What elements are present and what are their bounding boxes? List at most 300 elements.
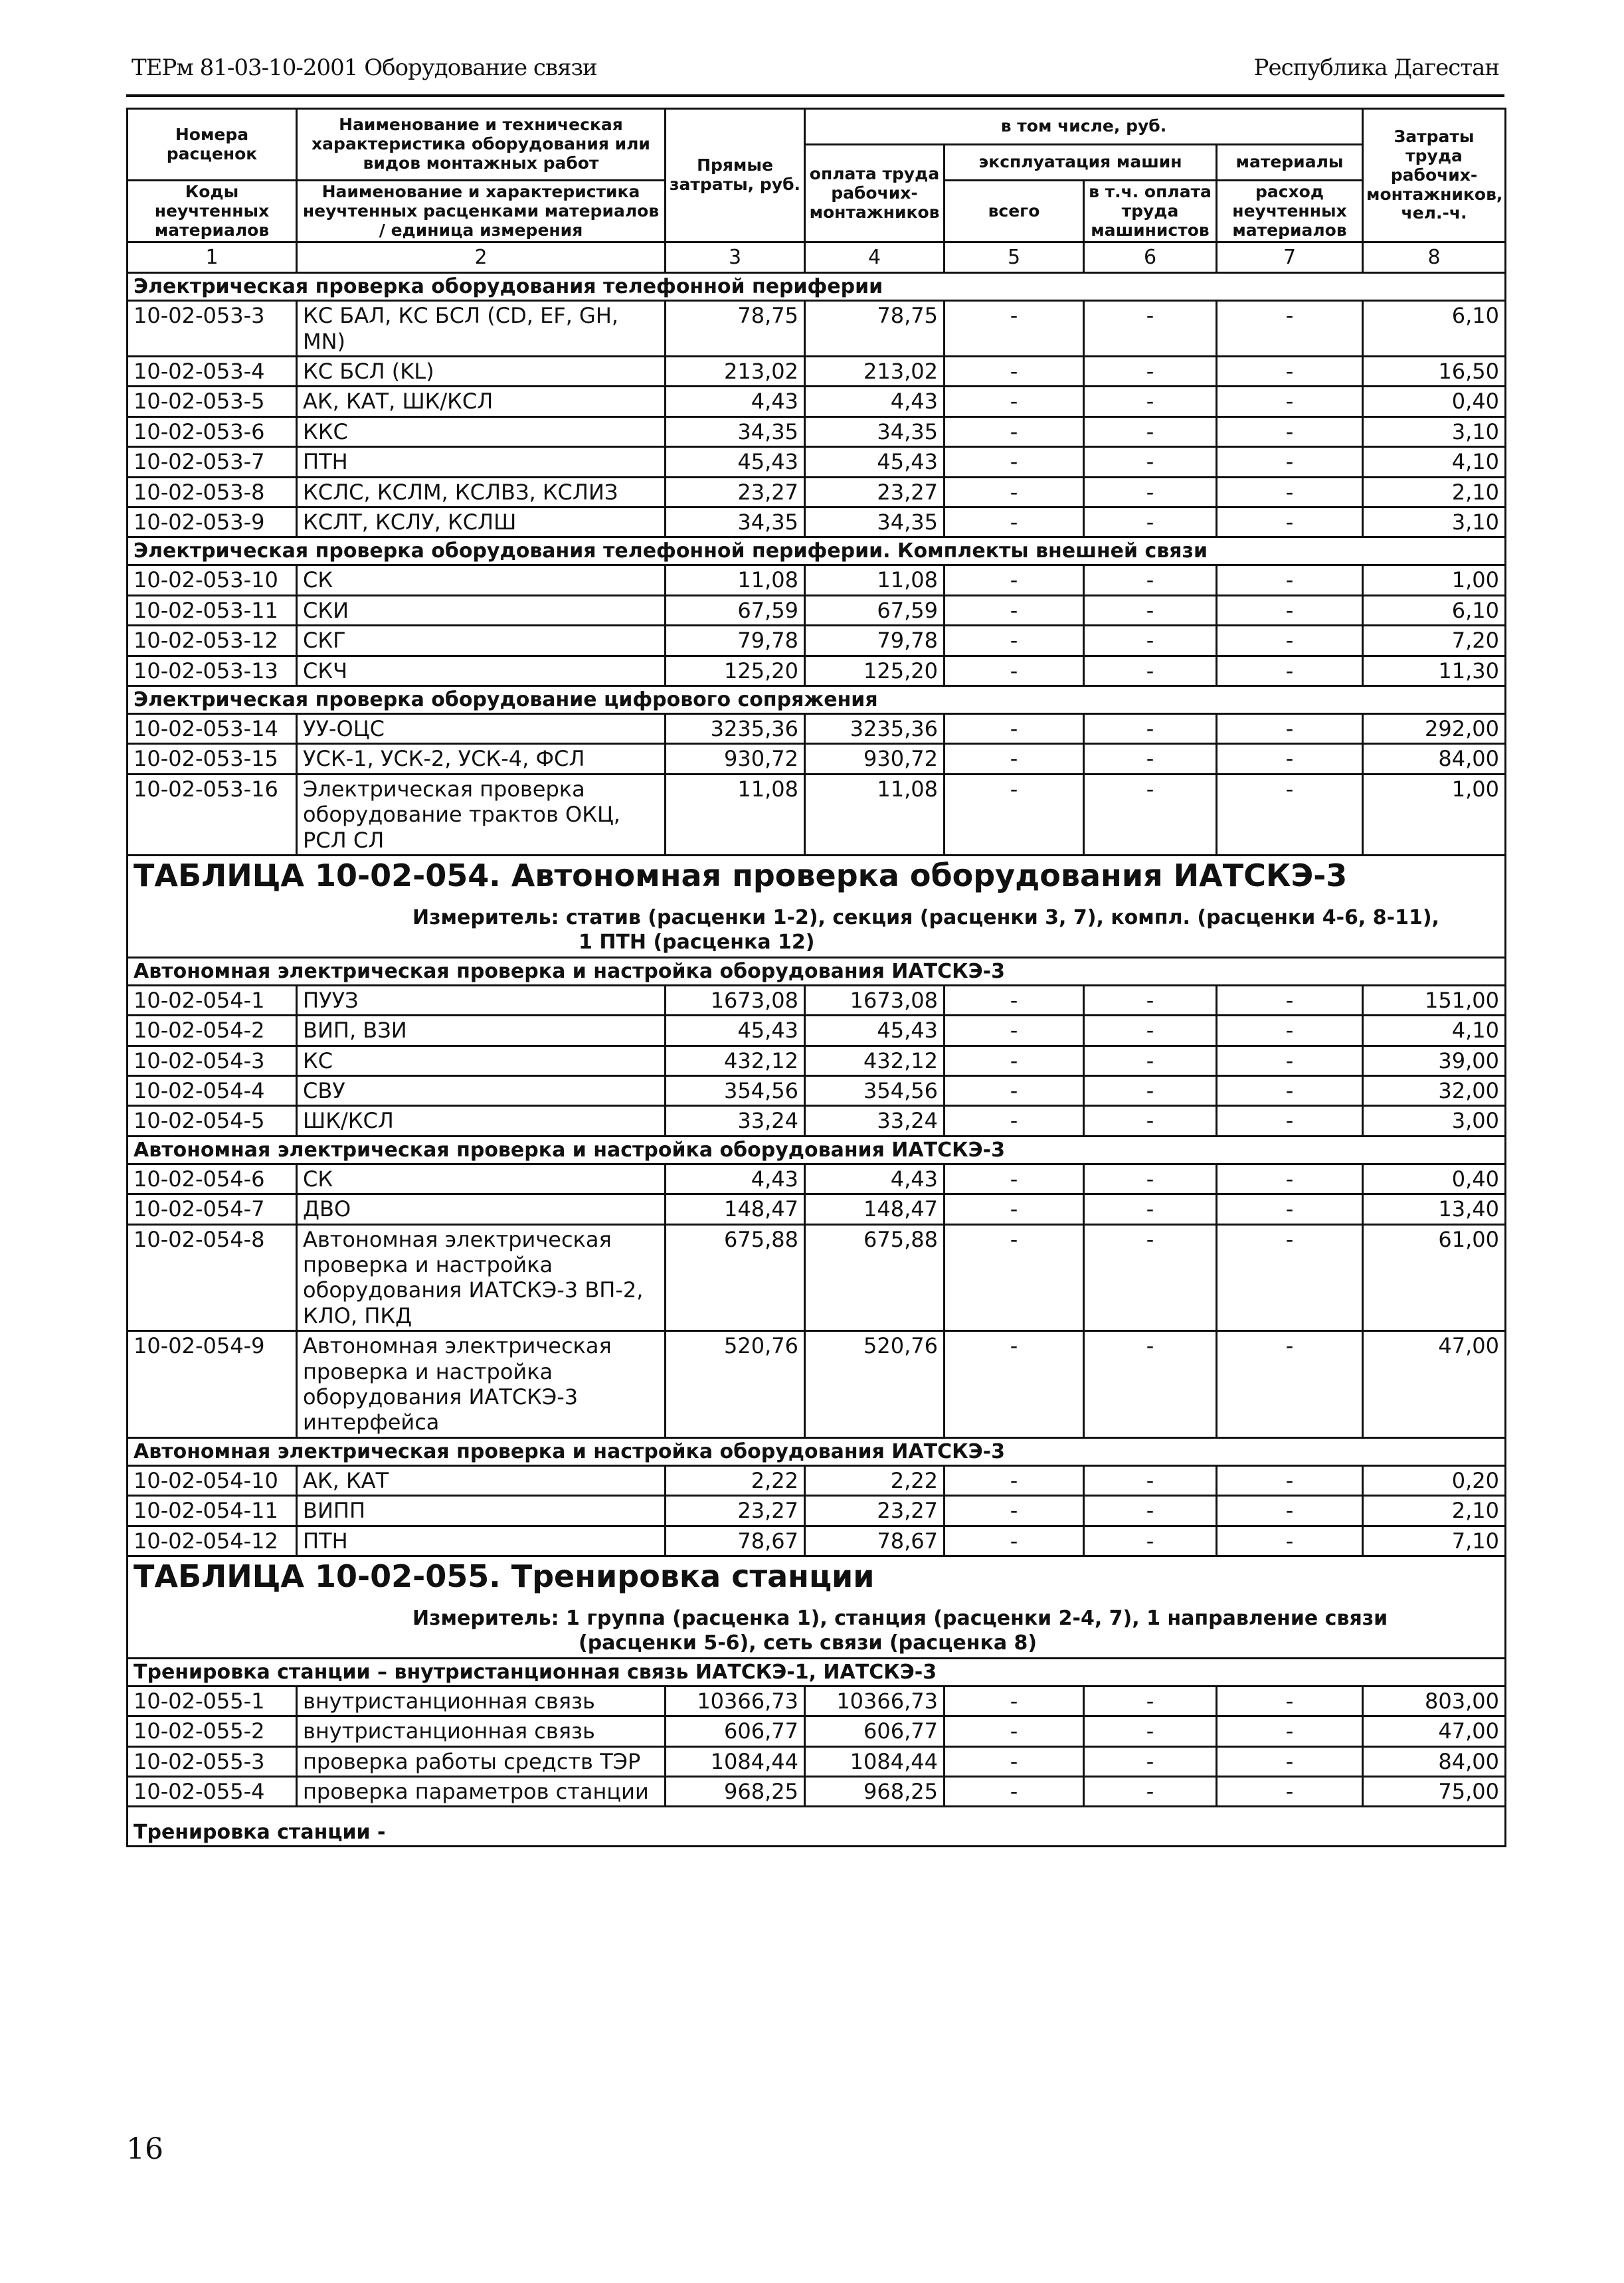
- col-header-direct-costs: Прямые затраты, руб.: [666, 109, 805, 242]
- labor-pay: 23,27: [805, 477, 945, 507]
- direct-costs: 23,27: [666, 1496, 805, 1526]
- rate-code: 10-02-053-14: [128, 713, 297, 743]
- machines-total: -: [945, 774, 1084, 855]
- machines-total: -: [945, 447, 1084, 477]
- machines-total: -: [945, 1331, 1084, 1438]
- labor-pay: 354,56: [805, 1076, 945, 1106]
- direct-costs: 213,02: [666, 357, 805, 387]
- table-row: [128, 656, 1506, 685]
- col-header-material-codes: Коды неучтенных материалов: [128, 181, 297, 242]
- rate-code: 10-02-054-5: [128, 1106, 297, 1136]
- col-header-machines: эксплуатация машин: [945, 145, 1217, 181]
- rate-name: ККС: [297, 416, 666, 446]
- machines-total: -: [945, 1224, 1084, 1331]
- rate-code: 10-02-054-2: [128, 1016, 297, 1046]
- materials: -: [1217, 1016, 1363, 1046]
- col-header-materials: материалы: [1217, 145, 1363, 181]
- rate-code: 10-02-053-12: [128, 626, 297, 656]
- labor-hours: 84,00: [1363, 744, 1506, 774]
- table-title-block: [128, 1556, 1506, 1658]
- rate-code: 10-02-054-7: [128, 1194, 297, 1224]
- machines-total: -: [945, 985, 1084, 1015]
- rate-name: СКЧ: [297, 656, 666, 685]
- labor-pay: 10366,73: [805, 1686, 945, 1716]
- rate-code: 10-02-055-1: [128, 1686, 297, 1716]
- labor-pay: 11,08: [805, 774, 945, 855]
- section-heading: Автономная электрическая проверка и настройка оборудования ИАТСКЭ-3: [128, 1136, 1506, 1164]
- labor-pay: 45,43: [805, 447, 945, 477]
- machinist-pay: -: [1084, 595, 1217, 625]
- machines-total: -: [945, 301, 1084, 357]
- materials: -: [1217, 656, 1363, 685]
- labor-pay: 1084,44: [805, 1746, 945, 1776]
- direct-costs: 34,35: [666, 507, 805, 537]
- labor-pay: 213,02: [805, 357, 945, 387]
- table-row: [128, 1526, 1506, 1556]
- machinist-pay: -: [1084, 1194, 1217, 1224]
- page-header: [126, 46, 1504, 97]
- rate-code: 10-02-054-1: [128, 985, 297, 1015]
- materials: -: [1217, 1496, 1363, 1526]
- machines-total: -: [945, 744, 1084, 774]
- machinist-pay: -: [1084, 1164, 1217, 1194]
- rate-name: АК, КАТ, ШК/КСЛ: [297, 387, 666, 416]
- rate-name: СКИ: [297, 595, 666, 625]
- machinist-pay: -: [1084, 357, 1217, 387]
- direct-costs: 968,25: [666, 1777, 805, 1807]
- table-row: [128, 507, 1506, 537]
- machinist-pay: -: [1084, 565, 1217, 595]
- direct-costs: 11,08: [666, 774, 805, 855]
- machines-total: -: [945, 1106, 1084, 1136]
- machines-total: -: [945, 357, 1084, 387]
- machines-total: -: [945, 1777, 1084, 1807]
- machinist-pay: -: [1084, 744, 1217, 774]
- labor-hours: 292,00: [1363, 713, 1506, 743]
- machinist-pay: -: [1084, 416, 1217, 446]
- direct-costs: 10366,73: [666, 1686, 805, 1716]
- col-header-labor-hours: Затраты труда рабочих-монтажников, чел.-ч.: [1363, 109, 1506, 242]
- machines-total: -: [945, 1716, 1084, 1746]
- machines-total: -: [945, 387, 1084, 416]
- rate-code: 10-02-054-3: [128, 1046, 297, 1075]
- direct-costs: 675,88: [666, 1224, 805, 1331]
- labor-hours: 3,00: [1363, 1106, 1506, 1136]
- table-title: ТАБЛИЦА 10-02-054. Автономная проверка оборудования ИАТСКЭ-3: [134, 857, 1348, 893]
- rate-name: СКГ: [297, 626, 666, 656]
- col-number: 7: [1217, 242, 1363, 273]
- machines-total: -: [945, 1746, 1084, 1776]
- rate-code: 10-02-053-13: [128, 656, 297, 685]
- labor-hours: 7,20: [1363, 626, 1506, 656]
- machines-total: -: [945, 713, 1084, 743]
- direct-costs: 78,67: [666, 1526, 805, 1556]
- col-header-material-names: Наименование и характеристика неучтенных расценками материалов / единица измерения: [297, 181, 666, 242]
- materials: -: [1217, 713, 1363, 743]
- labor-pay: 606,77: [805, 1716, 945, 1746]
- col-number: 5: [945, 242, 1084, 273]
- labor-hours: 0,40: [1363, 1164, 1506, 1194]
- rate-name: СК: [297, 1164, 666, 1194]
- materials: -: [1217, 387, 1363, 416]
- direct-costs: 33,24: [666, 1106, 805, 1136]
- direct-costs: 45,43: [666, 1016, 805, 1046]
- rate-name: ШК/КСЛ: [297, 1106, 666, 1136]
- col-header-labor-pay: оплата труда рабочих-монтажников: [805, 145, 945, 242]
- table-title: ТАБЛИЦА 10-02-055. Тренировка станции: [134, 1558, 875, 1594]
- materials: -: [1217, 1686, 1363, 1716]
- machinist-pay: -: [1084, 1331, 1217, 1438]
- direct-costs: 1673,08: [666, 985, 805, 1015]
- table-row: [128, 626, 1506, 656]
- labor-hours: 47,00: [1363, 1716, 1506, 1746]
- rate-code: 10-02-053-4: [128, 357, 297, 387]
- measure-unit: [134, 1606, 1499, 1656]
- rate-code: 10-02-053-5: [128, 387, 297, 416]
- table-row: [128, 477, 1506, 507]
- table-row: [128, 416, 1506, 446]
- direct-costs: 606,77: [666, 1716, 805, 1746]
- labor-hours: 803,00: [1363, 1686, 1506, 1716]
- machinist-pay: -: [1084, 656, 1217, 685]
- rate-name: Автономная электрическая проверка и настройка оборудования ИАТСКЭ-3 ВП-2, КЛО, ПКД: [297, 1224, 666, 1331]
- rate-name: проверка работы средств ТЭР: [297, 1746, 666, 1776]
- col-number: 4: [805, 242, 945, 273]
- materials: -: [1217, 1046, 1363, 1075]
- direct-costs: 4,43: [666, 1164, 805, 1194]
- labor-hours: 0,40: [1363, 387, 1506, 416]
- machines-total: -: [945, 416, 1084, 446]
- machinist-pay: -: [1084, 507, 1217, 537]
- machines-total: -: [945, 1465, 1084, 1495]
- machinist-pay: -: [1084, 1224, 1217, 1331]
- rate-code: 10-02-054-6: [128, 1164, 297, 1194]
- rate-code: 10-02-055-4: [128, 1777, 297, 1807]
- measure-line: Измеритель: 1 группа (расценка 1), станция (расценки 2-4, 7), 1 направление связи: [412, 1606, 1388, 1630]
- materials: -: [1217, 1716, 1363, 1746]
- rate-name: Электрическая проверка оборудование трактов ОКЦ, РСЛ СЛ: [297, 774, 666, 855]
- labor-pay: 78,67: [805, 1526, 945, 1556]
- table-row: [128, 357, 1506, 387]
- direct-costs: 45,43: [666, 447, 805, 477]
- labor-hours: 84,00: [1363, 1746, 1506, 1776]
- region-name: Республика Дагестан: [1253, 54, 1499, 81]
- table-row: [128, 1716, 1506, 1746]
- rate-code: 10-02-054-11: [128, 1496, 297, 1526]
- machinist-pay: -: [1084, 774, 1217, 855]
- labor-pay: 11,08: [805, 565, 945, 595]
- labor-pay: 78,75: [805, 301, 945, 357]
- rate-name: СК: [297, 565, 666, 595]
- machinist-pay: -: [1084, 1686, 1217, 1716]
- rate-name: ВИП, ВЗИ: [297, 1016, 666, 1046]
- labor-hours: 1,00: [1363, 774, 1506, 855]
- materials: -: [1217, 1777, 1363, 1807]
- labor-pay: 930,72: [805, 744, 945, 774]
- rate-code: 10-02-054-4: [128, 1076, 297, 1106]
- labor-hours: 3,10: [1363, 507, 1506, 537]
- labor-pay: 34,35: [805, 507, 945, 537]
- machines-total: -: [945, 477, 1084, 507]
- rate-name: АК, КАТ: [297, 1465, 666, 1495]
- rate-name: ВИПП: [297, 1496, 666, 1526]
- machinist-pay: -: [1084, 447, 1217, 477]
- table-row: [128, 1194, 1506, 1224]
- direct-costs: 2,22: [666, 1465, 805, 1495]
- machines-total: -: [945, 1164, 1084, 1194]
- rate-code: 10-02-055-2: [128, 1716, 297, 1746]
- rate-name: ПТН: [297, 1526, 666, 1556]
- table-row: [128, 1331, 1506, 1438]
- col-header-machinist-pay: в т.ч. оплата труда машинистов: [1084, 181, 1217, 242]
- labor-pay: 23,27: [805, 1496, 945, 1526]
- direct-costs: 520,76: [666, 1331, 805, 1438]
- machinist-pay: -: [1084, 1496, 1217, 1526]
- direct-costs: 78,75: [666, 301, 805, 357]
- rates-table: [126, 108, 1506, 1847]
- measure-line: 1 ПТН (расценка 12): [579, 931, 815, 955]
- materials: -: [1217, 507, 1363, 537]
- table-row: [128, 447, 1506, 477]
- materials: -: [1217, 1106, 1363, 1136]
- document-code: ТЕРм 81-03-10-2001 Оборудование связи: [132, 54, 597, 81]
- rate-code: 10-02-054-12: [128, 1526, 297, 1556]
- table-row: [128, 1496, 1506, 1526]
- rate-code: 10-02-053-16: [128, 774, 297, 855]
- table-header: [128, 109, 1506, 273]
- col-number: 6: [1084, 242, 1217, 273]
- direct-costs: 148,47: [666, 1194, 805, 1224]
- col-header-material-consumption: расход неучтенных материалов: [1217, 181, 1363, 242]
- table-row: [128, 1686, 1506, 1716]
- machinist-pay: -: [1084, 713, 1217, 743]
- materials: -: [1217, 1465, 1363, 1495]
- col-number: 1: [128, 242, 297, 273]
- labor-hours: 11,30: [1363, 656, 1506, 685]
- machines-total: -: [945, 656, 1084, 685]
- direct-costs: 3235,36: [666, 713, 805, 743]
- table-row: [128, 1076, 1506, 1106]
- rate-code: 10-02-053-6: [128, 416, 297, 446]
- labor-hours: 0,20: [1363, 1465, 1506, 1495]
- labor-pay: 968,25: [805, 1777, 945, 1807]
- measure-unit: [134, 905, 1499, 955]
- direct-costs: 125,20: [666, 656, 805, 685]
- materials: -: [1217, 1076, 1363, 1106]
- machinist-pay: -: [1084, 1106, 1217, 1136]
- materials: -: [1217, 565, 1363, 595]
- machines-total: -: [945, 1046, 1084, 1075]
- labor-pay: 79,78: [805, 626, 945, 656]
- section-heading: Электрическая проверка оборудования телефонной периферии. Комплекты внешней связи: [128, 537, 1506, 565]
- col-number: 2: [297, 242, 666, 273]
- measure-line: (расценки 5-6), сеть связи (расценка 8): [579, 1631, 1038, 1655]
- rate-code: 10-02-055-3: [128, 1746, 297, 1776]
- labor-hours: 47,00: [1363, 1331, 1506, 1438]
- col-header-machines-total: всего: [945, 181, 1084, 242]
- rate-code: 10-02-053-11: [128, 595, 297, 625]
- labor-pay: 2,22: [805, 1465, 945, 1495]
- materials: -: [1217, 774, 1363, 855]
- table-row: [128, 1016, 1506, 1046]
- machines-total: -: [945, 565, 1084, 595]
- table-row: [128, 985, 1506, 1015]
- machines-total: -: [945, 626, 1084, 656]
- machinist-pay: -: [1084, 387, 1217, 416]
- table-row: [128, 301, 1506, 357]
- rate-name: ПУУЗ: [297, 985, 666, 1015]
- rate-code: 10-02-054-8: [128, 1224, 297, 1331]
- labor-pay: 432,12: [805, 1046, 945, 1075]
- labor-pay: 3235,36: [805, 713, 945, 743]
- labor-pay: 45,43: [805, 1016, 945, 1046]
- rate-code: 10-02-054-10: [128, 1465, 297, 1495]
- machines-total: -: [945, 1526, 1084, 1556]
- rate-code: 10-02-053-8: [128, 477, 297, 507]
- materials: -: [1217, 447, 1363, 477]
- rate-code: 10-02-053-15: [128, 744, 297, 774]
- direct-costs: 4,43: [666, 387, 805, 416]
- section-heading: Автономная электрическая проверка и настройка оборудования ИАТСКЭ-3: [128, 957, 1506, 985]
- machinist-pay: -: [1084, 301, 1217, 357]
- direct-costs: 23,27: [666, 477, 805, 507]
- table-title-block: [128, 855, 1506, 957]
- labor-pay: 67,59: [805, 595, 945, 625]
- table-row: [128, 1164, 1506, 1194]
- labor-hours: 32,00: [1363, 1076, 1506, 1106]
- materials: -: [1217, 595, 1363, 625]
- direct-costs: 79,78: [666, 626, 805, 656]
- labor-hours: 3,10: [1363, 416, 1506, 446]
- rate-name: внутристанционная связь: [297, 1686, 666, 1716]
- machines-total: -: [945, 1686, 1084, 1716]
- materials: -: [1217, 301, 1363, 357]
- section-heading: Автономная электрическая проверка и настройка оборудования ИАТСКЭ-3: [128, 1437, 1506, 1465]
- col-header-including: в том числе, руб.: [805, 109, 1363, 145]
- labor-pay: 1673,08: [805, 985, 945, 1015]
- machinist-pay: -: [1084, 1016, 1217, 1046]
- table-row: [128, 565, 1506, 595]
- direct-costs: 354,56: [666, 1076, 805, 1106]
- machines-total: -: [945, 507, 1084, 537]
- materials: -: [1217, 1224, 1363, 1331]
- col-number: 8: [1363, 242, 1506, 273]
- rate-name: Автономная электрическая проверка и настройка оборудования ИАТСКЭ-3 интерфейса: [297, 1331, 666, 1438]
- labor-pay: 4,43: [805, 1164, 945, 1194]
- labor-hours: 13,40: [1363, 1194, 1506, 1224]
- labor-hours: 1,00: [1363, 565, 1506, 595]
- direct-costs: 34,35: [666, 416, 805, 446]
- materials: -: [1217, 1164, 1363, 1194]
- machines-total: -: [945, 1076, 1084, 1106]
- table-row: [128, 1465, 1506, 1495]
- page-number: 16: [126, 2132, 163, 2166]
- rate-name: проверка параметров станции: [297, 1777, 666, 1807]
- rate-name: УСК-1, УСК-2, УСК-4, ФСЛ: [297, 744, 666, 774]
- machinist-pay: -: [1084, 1465, 1217, 1495]
- rate-name: КС: [297, 1046, 666, 1075]
- col-header-rate-numbers: Номера расценок: [128, 109, 297, 181]
- table-row: [128, 744, 1506, 774]
- rate-code: 10-02-053-3: [128, 301, 297, 357]
- rate-name: ДВО: [297, 1194, 666, 1224]
- machines-total: -: [945, 1194, 1084, 1224]
- machinist-pay: -: [1084, 985, 1217, 1015]
- machinist-pay: -: [1084, 1526, 1217, 1556]
- table-row: [128, 595, 1506, 625]
- rate-name: УУ-ОЦС: [297, 713, 666, 743]
- labor-pay: 520,76: [805, 1331, 945, 1438]
- labor-hours: 4,10: [1363, 447, 1506, 477]
- materials: -: [1217, 357, 1363, 387]
- machinist-pay: -: [1084, 626, 1217, 656]
- direct-costs: 67,59: [666, 595, 805, 625]
- rate-name: КСЛТ, КСЛУ, КСЛШ: [297, 507, 666, 537]
- direct-costs: 1084,44: [666, 1746, 805, 1776]
- labor-hours: 4,10: [1363, 1016, 1506, 1046]
- direct-costs: 432,12: [666, 1046, 805, 1075]
- materials: -: [1217, 1331, 1363, 1438]
- table-body: [128, 273, 1506, 1847]
- direct-costs: 930,72: [666, 744, 805, 774]
- section-heading: Электрическая проверка оборудования телефонной периферии: [128, 273, 1506, 301]
- section-heading: Электрическая проверка оборудование цифрового сопряжения: [128, 685, 1506, 713]
- labor-hours: 2,10: [1363, 1496, 1506, 1526]
- rate-name: СВУ: [297, 1076, 666, 1106]
- materials: -: [1217, 416, 1363, 446]
- labor-hours: 75,00: [1363, 1777, 1506, 1807]
- rate-name: КС БСЛ (KL): [297, 357, 666, 387]
- materials: -: [1217, 985, 1363, 1015]
- machinist-pay: -: [1084, 1777, 1217, 1807]
- machinist-pay: -: [1084, 1046, 1217, 1075]
- labor-hours: 2,10: [1363, 477, 1506, 507]
- labor-pay: 34,35: [805, 416, 945, 446]
- labor-hours: 7,10: [1363, 1526, 1506, 1556]
- machines-total: -: [945, 595, 1084, 625]
- labor-hours: 6,10: [1363, 595, 1506, 625]
- table-row: [128, 774, 1506, 855]
- rate-code: 10-02-053-10: [128, 565, 297, 595]
- materials: -: [1217, 626, 1363, 656]
- labor-hours: 6,10: [1363, 301, 1506, 357]
- table-row: [128, 1106, 1506, 1136]
- table-row: [128, 1746, 1506, 1776]
- labor-pay: 33,24: [805, 1106, 945, 1136]
- rate-name: внутристанционная связь: [297, 1716, 666, 1746]
- direct-costs: 11,08: [666, 565, 805, 595]
- labor-pay: 125,20: [805, 656, 945, 685]
- labor-hours: 39,00: [1363, 1046, 1506, 1075]
- section-heading: Тренировка станции – внутристанционная связь ИАТСКЭ-1, ИАТСКЭ-3: [128, 1658, 1506, 1686]
- machinist-pay: -: [1084, 1716, 1217, 1746]
- rate-code: 10-02-053-7: [128, 447, 297, 477]
- machinist-pay: -: [1084, 1746, 1217, 1776]
- labor-hours: 61,00: [1363, 1224, 1506, 1331]
- rate-name: КС БАЛ, КС БСЛ (CD, EF, GH, MN): [297, 301, 666, 357]
- table-row: [128, 1777, 1506, 1807]
- machines-total: -: [945, 1016, 1084, 1046]
- materials: -: [1217, 744, 1363, 774]
- measure-line: Измеритель: статив (расценки 1-2), секция (расценки 3, 7), компл. (расценки 4-6, 8-11),: [412, 905, 1439, 929]
- materials: -: [1217, 1526, 1363, 1556]
- rate-name: ПТН: [297, 447, 666, 477]
- labor-pay: 4,43: [805, 387, 945, 416]
- labor-pay: 675,88: [805, 1224, 945, 1331]
- machinist-pay: -: [1084, 477, 1217, 507]
- labor-pay: 148,47: [805, 1194, 945, 1224]
- materials: -: [1217, 1746, 1363, 1776]
